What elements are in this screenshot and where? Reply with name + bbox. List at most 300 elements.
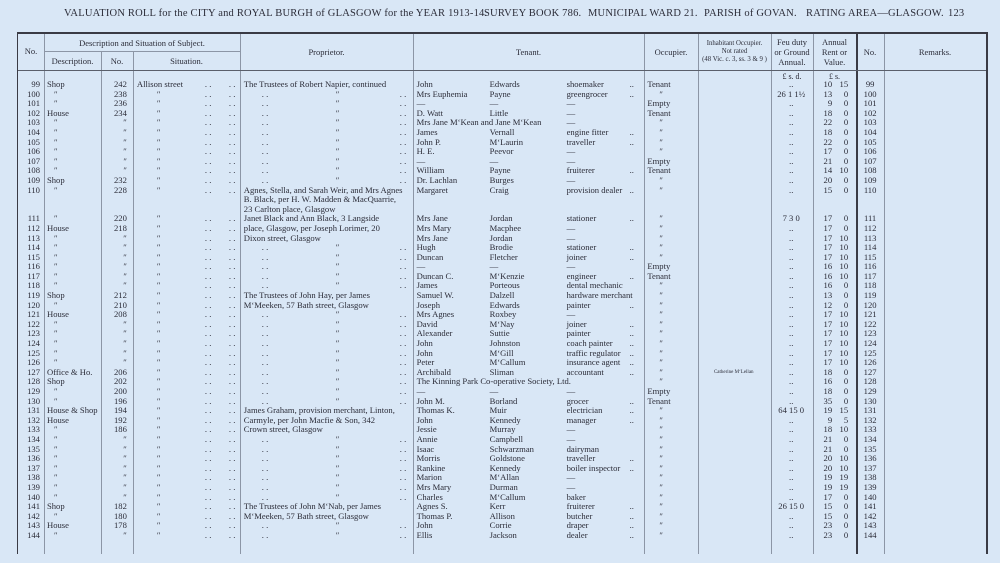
situation-cell (133, 262, 240, 272)
inhabitant-occupier-cell: Catherine M‘Lellan (713, 369, 754, 375)
tenant-last-name: Suttie (489, 328, 510, 339)
street-number-cell: 228 (114, 184, 127, 195)
tenant-occupation: — (566, 472, 576, 483)
rent-shillings: 0 (843, 280, 849, 291)
parish: PARISH of GOVAN. (704, 8, 797, 19)
inhabitant-occupier-cell (697, 176, 770, 186)
feu-duty-cell (770, 195, 812, 205)
rent-shillings: 0 (843, 88, 849, 99)
rent-shillings: 10 (839, 338, 849, 349)
feu-duty-cell: .. (789, 453, 794, 464)
rent-shillings: 10 (839, 453, 849, 464)
row-number-right: 123 (863, 328, 877, 339)
annual-rent-cell (812, 310, 856, 320)
occupier-cell: ″ (659, 376, 663, 387)
leader-dots: . . (204, 290, 212, 301)
leader-dots: . . (228, 146, 236, 157)
row-number-right: 102 (863, 107, 877, 118)
occupier-cell: Tenant (647, 270, 671, 281)
leader-dots: .. (629, 126, 634, 137)
feu-duty-cell: .. (789, 309, 794, 320)
leader-dots: . . (204, 414, 212, 425)
annual-rent-cell (812, 445, 856, 455)
inhabitant-occupier-cell (697, 128, 770, 138)
annual-rent-cell (812, 291, 856, 301)
leader-dots: . . (228, 453, 236, 464)
table-row (18, 147, 986, 157)
street-number-cell: ″ (123, 126, 127, 137)
rent-shillings: 10 (839, 251, 849, 262)
street-number-cell: ″ (123, 433, 127, 444)
col-description: Description. (51, 56, 94, 66)
tenant-first-name: Thomas P. (416, 510, 453, 521)
annual-rent-cell (812, 109, 856, 119)
tenant-cell (413, 483, 644, 493)
row-number-right: 128 (863, 376, 877, 387)
row-number: 125 (27, 347, 40, 358)
situation-cell (133, 531, 240, 541)
annual-rent-cell (812, 186, 856, 196)
leader-dots: . . (399, 376, 407, 387)
inhabitant-occupier-cell (697, 377, 770, 387)
rent-pounds: 17 (823, 232, 833, 243)
inhabitant-occupier-cell (697, 272, 770, 282)
leader-dots: . . (228, 424, 236, 435)
tenant-first-name: The Kinning Park Co-operative Society, Ltd. (416, 376, 571, 387)
remarks-cell (884, 128, 986, 138)
row-number: 99 (31, 79, 40, 89)
leader-dots: .. (629, 136, 634, 147)
row-number-right: 114 (863, 242, 877, 253)
tenant-occupation: engine fitter (566, 126, 609, 137)
situation-cell (133, 243, 240, 253)
remarks-cell (884, 387, 986, 397)
tenant-last-name: M‘Gill (489, 347, 514, 358)
description-cell: ″ (53, 232, 58, 243)
remarks-cell (884, 224, 986, 234)
occupier-cell: ″ (659, 453, 663, 464)
situation-cell (133, 483, 240, 493)
tenant-occupation: — (566, 98, 576, 109)
rent-pounds: 20 (823, 174, 833, 185)
col-inhabitant-line3: (48 Vic. c. 3, ss. 3 & 9 ) (702, 56, 767, 63)
inhabitant-occupier-cell (697, 435, 770, 445)
proprietor-ditto: ″ (335, 126, 340, 137)
tenant-cell (413, 195, 644, 205)
situation-text: ″ (156, 251, 161, 262)
rent-pounds: 16 (823, 270, 833, 281)
feu-duty-cell: .. (789, 280, 794, 291)
situation-cell (133, 329, 240, 339)
tenant-first-name: John M. (416, 395, 445, 406)
inhabitant-occupier-cell (697, 339, 770, 349)
occupier-cell: ″ (659, 136, 663, 147)
tenant-first-name: — (416, 98, 426, 109)
leader-dots: . . (204, 366, 212, 377)
tenant-cell (413, 406, 644, 416)
situation-text: ″ (156, 529, 161, 540)
tenant-last-name: Johnston (489, 338, 521, 349)
annual-rent-cell (812, 521, 856, 531)
col-proprietor: Proprietor. (308, 47, 345, 57)
col-number: No. (110, 56, 124, 66)
inhabitant-occupier-cell (697, 234, 770, 244)
leader-dots: . . (261, 126, 269, 137)
row-number: 105 (27, 136, 40, 147)
leader-dots: . . (261, 357, 269, 368)
row-number: 113 (27, 232, 40, 243)
table-row (18, 195, 986, 205)
street-number-cell: ″ (123, 117, 127, 128)
row-number: 131 (27, 405, 40, 416)
leader-dots: . . (204, 136, 212, 147)
situation-cell (133, 147, 240, 157)
proprietor-ditto: ″ (335, 529, 340, 540)
tenant-last-name: Muir (489, 405, 507, 416)
rent-pounds: 17 (823, 338, 833, 349)
situation-text: ″ (156, 347, 161, 358)
occupier-cell: ″ (659, 347, 663, 358)
rent-pounds: 19 (823, 405, 833, 416)
annual-rent-cell (812, 473, 856, 483)
tenant-cell (413, 253, 644, 263)
leader-dots: . . (261, 481, 269, 492)
rent-units: £ s. (828, 72, 841, 81)
tenant-occupation: insurance agent (566, 357, 621, 368)
rent-shillings: 15 (839, 79, 849, 89)
rent-pounds: 35 (823, 395, 833, 406)
proprietor-text: The Trustees of John Hay, per James (243, 290, 370, 301)
table-row (18, 90, 986, 100)
rent-shillings: 0 (843, 510, 849, 521)
street-number-cell: ″ (123, 328, 127, 339)
tenant-first-name: — (416, 261, 426, 272)
occupier-cell: Empty (647, 261, 671, 272)
situation-text: ″ (156, 299, 161, 310)
tenant-cell (413, 147, 644, 157)
inhabitant-occupier-cell (697, 166, 770, 176)
occupier-cell: ″ (659, 146, 663, 157)
remarks-cell (884, 166, 986, 176)
occupier-cell (643, 195, 697, 205)
tenant-occupation: fruiterer (566, 501, 595, 512)
remarks-cell (884, 205, 986, 215)
situation-text: ″ (156, 261, 161, 272)
row-number-right: 137 (863, 462, 877, 473)
inhabitant-occupier-cell (697, 473, 770, 483)
tenant-occupation: — (566, 117, 576, 128)
tenant-last-name: Roxbey (489, 309, 517, 320)
street-number-cell: ″ (123, 491, 127, 502)
tenant-occupation: dealer (566, 529, 588, 540)
tenant-last-name: Edwards (489, 299, 520, 310)
proprietor-cell (240, 531, 413, 541)
col-remarks: Remarks. (918, 47, 952, 57)
occupier-cell: ″ (659, 232, 663, 243)
remarks-cell (884, 339, 986, 349)
tenant-first-name: Dr. Lachlan (416, 174, 458, 185)
remarks-cell (884, 493, 986, 503)
proprietor-ditto: ″ (335, 98, 340, 109)
annual-rent-cell (812, 368, 856, 378)
leader-dots: . . (228, 405, 236, 416)
tenant-last-name: Durman (489, 481, 518, 492)
row-number: 109 (27, 174, 40, 185)
col-rent-line1: Annual (821, 37, 848, 47)
rent-pounds: 10 (823, 79, 833, 89)
row-number-right: 125 (863, 347, 877, 358)
tenant-last-name: — (489, 98, 499, 109)
row-number: 138 (27, 472, 40, 483)
inhabitant-occupier-cell (697, 243, 770, 253)
occupier-cell: ″ (659, 213, 663, 224)
remarks-cell (884, 454, 986, 464)
inhabitant-occupier-cell (697, 320, 770, 330)
leader-dots: . . (204, 501, 212, 512)
inhabitant-occupier-cell (697, 445, 770, 455)
street-number-cell: ″ (123, 462, 127, 473)
row-number: 130 (27, 395, 40, 406)
leader-dots: . . (204, 433, 212, 444)
leader-dots: . . (204, 405, 212, 416)
feu-duty-cell: .. (789, 386, 794, 396)
annual-rent-cell (812, 358, 856, 368)
leader-dots: . . (228, 443, 236, 454)
row-number: 115 (27, 251, 40, 262)
occupier-cell: ″ (659, 491, 663, 502)
situation-cell (133, 234, 240, 244)
annual-rent-cell (812, 416, 856, 426)
proprietor-ditto: ″ (335, 251, 340, 262)
tenant-cell (413, 157, 644, 167)
situation-text: ″ (156, 165, 161, 176)
leader-dots: . . (399, 280, 407, 291)
inhabitant-occupier-cell (697, 483, 770, 493)
remarks-cell (884, 109, 986, 119)
remarks-cell (884, 435, 986, 445)
description-cell: ″ (53, 347, 58, 358)
feu-duty-cell: .. (789, 136, 794, 147)
description-cell (44, 195, 101, 205)
tenant-cell (413, 512, 644, 522)
row-number: 111 (27, 213, 40, 224)
rent-shillings: 0 (843, 433, 849, 444)
annual-rent-cell (812, 435, 856, 445)
proprietor-ditto: ″ (335, 174, 340, 185)
inhabitant-occupier-cell (697, 291, 770, 301)
situation-cell (133, 502, 240, 512)
inhabitant-occupier-cell (697, 397, 770, 407)
leader-dots: . . (228, 232, 236, 243)
leader-dots: . . (204, 347, 212, 358)
remarks-cell (884, 147, 986, 157)
row-number: 139 (27, 481, 40, 492)
col-rent-line3: Value. (823, 57, 846, 67)
rent-pounds: 14 (823, 165, 833, 176)
leader-dots: . . (204, 318, 212, 329)
rent-shillings: 10 (839, 242, 849, 253)
feu-duty-cell: .. (789, 251, 794, 262)
street-number-cell: ″ (123, 261, 127, 272)
leader-dots: . . (399, 347, 407, 358)
tenant-first-name: James (416, 280, 438, 291)
rent-pounds: 17 (823, 222, 833, 233)
description-cell: House (46, 520, 69, 531)
inhabitant-occupier-cell (697, 406, 770, 416)
street-number-cell: 220 (114, 213, 127, 224)
row-number-right: 135 (863, 443, 877, 454)
situation-text: ″ (156, 98, 161, 109)
rent-shillings: 0 (843, 299, 849, 310)
leader-dots: . . (261, 107, 269, 118)
street-number-cell: 232 (114, 174, 127, 185)
description-cell: ″ (53, 213, 58, 224)
rent-shillings: 10 (839, 328, 849, 339)
proprietor-text: Janet Black and Ann Black, 3 Langside (243, 213, 380, 224)
situation-cell (133, 406, 240, 416)
occupier-cell: ″ (659, 299, 663, 310)
street-number-cell: 242 (114, 79, 127, 89)
feu-duty-cell: .. (789, 242, 794, 253)
situation-text: ″ (156, 395, 161, 406)
description-cell: ″ (53, 146, 58, 157)
situation-text: ″ (156, 155, 161, 166)
leader-dots: . . (228, 366, 236, 377)
proprietor-ditto: ″ (335, 318, 340, 329)
street-number-cell: 218 (114, 222, 127, 233)
situation-cell (133, 80, 240, 90)
leader-dots: . . (228, 395, 236, 406)
leader-dots: .. (629, 347, 634, 358)
leader-dots: . . (204, 98, 212, 109)
tenant-first-name: Marion (416, 472, 442, 483)
rent-shillings: 0 (843, 395, 849, 406)
row-number: 110 (27, 184, 40, 195)
tenant-last-name: Vernall (489, 126, 515, 137)
row-number: 136 (27, 453, 40, 464)
rent-pounds: 16 (823, 261, 833, 272)
remarks-cell (884, 483, 986, 493)
tenant-last-name: Kennedy (489, 414, 521, 425)
situation-text: ″ (156, 242, 161, 253)
remarks-cell (884, 118, 986, 128)
col-inhabitant-occupier (698, 40, 771, 64)
leader-dots: . . (261, 433, 269, 444)
leader-dots: . . (399, 529, 407, 540)
leader-dots: . . (261, 520, 269, 531)
rent-pounds: 17 (823, 242, 833, 253)
proprietor-text: Dixon street, Glasgow (243, 232, 321, 243)
description-cell: Shop (46, 79, 65, 89)
leader-dots: . . (204, 261, 212, 272)
annual-rent-cell (812, 454, 856, 464)
col-feu-line2: or Ground (774, 47, 810, 57)
street-number-cell: ″ (123, 165, 127, 176)
rent-pounds: 23 (823, 520, 833, 531)
page-number: 123 (948, 8, 965, 19)
proprietor-ditto: ″ (335, 395, 340, 406)
tenant-first-name: Alexander (416, 328, 453, 339)
leader-dots: . . (204, 146, 212, 157)
situation-cell (133, 425, 240, 435)
description-cell: ″ (53, 453, 58, 464)
tenant-last-name: — (489, 261, 499, 272)
leader-dots: . . (261, 318, 269, 329)
leader-dots: . . (228, 184, 236, 195)
annual-rent-cell (812, 349, 856, 359)
roll-title: VALUATION ROLL for the CITY and ROYAL BURGH of GLASGOW for the YEAR 1913-14. (64, 8, 488, 19)
row-number-right: 109 (863, 174, 877, 185)
situation-cell (133, 253, 240, 263)
tenant-occupation: hardware merchant (566, 290, 633, 301)
proprietor-ditto: ″ (335, 376, 340, 387)
situation-cell (133, 195, 240, 205)
tenant-first-name: Jessie (416, 424, 437, 435)
occupier-cell: ″ (659, 117, 663, 128)
street-number-cell: ″ (123, 357, 127, 368)
annual-rent-cell (812, 339, 856, 349)
tenant-cell (413, 445, 644, 455)
street-number-cell: 238 (114, 88, 127, 99)
proprietor-ditto: ″ (335, 366, 340, 377)
row-number: 104 (27, 126, 40, 137)
remarks-cell (884, 397, 986, 407)
row-number-right: 124 (863, 338, 877, 349)
remarks-cell (884, 531, 986, 541)
description-cell: ″ (53, 510, 58, 521)
tenant-cell (413, 387, 644, 397)
situation-cell (133, 493, 240, 503)
annual-rent-cell (812, 243, 856, 253)
tenant-occupation: draper (566, 520, 589, 531)
tenant-first-name: Margaret (416, 184, 448, 195)
leader-dots: . . (261, 98, 269, 109)
annual-rent-cell (812, 224, 856, 234)
street-number-cell: 210 (114, 299, 127, 310)
row-number: 101 (27, 98, 40, 109)
leader-dots: . . (228, 213, 236, 224)
feu-duty-cell: .. (789, 472, 794, 483)
occupier-cell: ″ (659, 290, 663, 301)
leader-dots: .. (629, 184, 634, 195)
proprietor-text: place, Glasgow, per Joseph Lorimer, 20 (243, 222, 380, 233)
situation-text: ″ (156, 366, 161, 377)
occupier-cell: ″ (659, 184, 663, 195)
feu-duty-cell: .. (789, 520, 794, 531)
rent-shillings: 19 (839, 481, 849, 492)
street-number-cell: ″ (123, 529, 127, 540)
feu-duty-cell: .. (789, 328, 794, 339)
inhabitant-occupier-cell (697, 493, 770, 503)
row-number-right: 134 (863, 433, 877, 444)
tenant-cell (413, 99, 644, 109)
feu-duty-cell: .. (789, 261, 794, 272)
rent-pounds: 17 (823, 328, 833, 339)
situation-text: ″ (156, 174, 161, 185)
leader-dots: . . (261, 155, 269, 166)
tenant-occupation: dental mechanic (566, 280, 623, 291)
tenant-first-name: Samuel W. (416, 290, 454, 301)
tenant-last-name: Murray (489, 424, 516, 435)
remarks-cell (884, 243, 986, 253)
rent-shillings: 0 (843, 491, 849, 502)
leader-dots: . . (228, 270, 236, 281)
street-number-cell: ″ (123, 270, 127, 281)
feu-duty-cell: .. (789, 357, 794, 368)
situation-cell (133, 320, 240, 330)
rent-shillings: 10 (839, 270, 849, 281)
inhabitant-occupier-cell (697, 253, 770, 263)
